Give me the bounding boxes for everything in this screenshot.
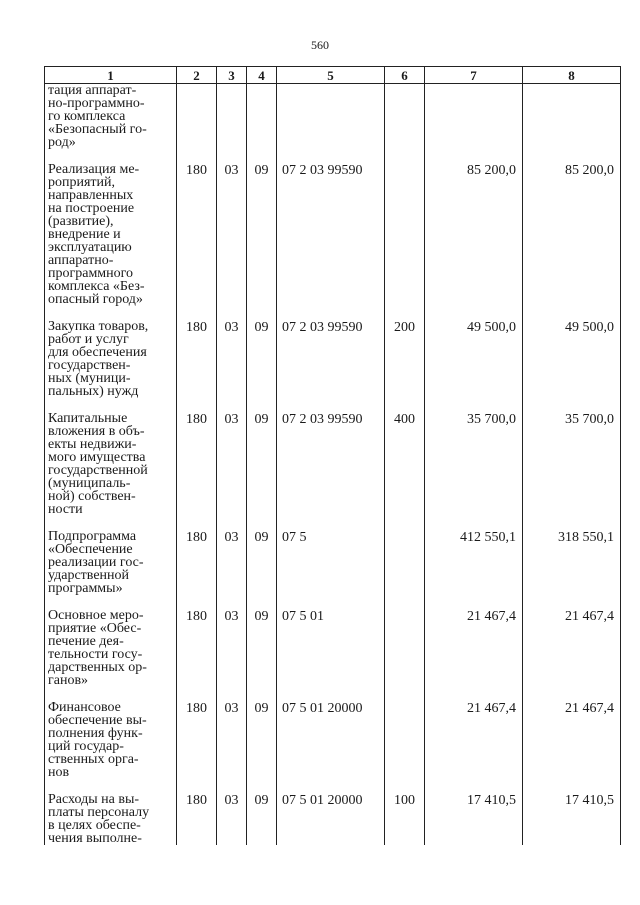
row-spacer [45, 516, 621, 530]
cell-subsection: 09 [247, 163, 277, 306]
row-name: Капитальные вложения в объ- екты недвижи- мого имущества государственной (муниципаль- ной) собствен- ности [45, 412, 177, 516]
cell-subsection: 09 [247, 530, 277, 595]
header-col-3: 3 [217, 67, 247, 84]
cell-target-article: 07 2 03 99590 [277, 163, 385, 306]
cell-target-article: 07 2 03 99590 [277, 412, 385, 516]
table-row [45, 701, 621, 779]
table-header-row [45, 67, 621, 84]
cell-amount-col8: 21 467,4 [523, 701, 621, 779]
header-col-8: 8 [523, 67, 621, 84]
header-col-7: 7 [425, 67, 523, 84]
cell-amount-col8: 85 200,0 [523, 163, 621, 306]
row-name: Подпрограмма «Обеспечение реализации гос- ударственной программы» [45, 530, 177, 595]
row-spacer [45, 595, 621, 609]
cell-subsection: 09 [247, 320, 277, 398]
row-name: Финансовое обеспечение вы- полнения функ- ций государ- ственных орга- нов [45, 701, 177, 779]
cell-amount-col7: 21 467,4 [425, 609, 523, 687]
cell-amount-col8: 21 467,4 [523, 609, 621, 687]
cell-amount-col8: 17 410,5 [523, 793, 621, 845]
cell-ministry-code: 180 [177, 530, 217, 595]
cell-amount-col7: 412 550,1 [425, 530, 523, 595]
cell-ministry-code: 180 [177, 412, 217, 516]
cell-amount-col8: 35 700,0 [523, 412, 621, 516]
cell-subsection: 09 [247, 609, 277, 687]
row-spacer [45, 398, 621, 412]
cell-section: 03 [217, 530, 247, 595]
cell-expense-type [385, 530, 425, 595]
cell-ministry-code: 180 [177, 163, 217, 306]
cell-subsection: 09 [247, 412, 277, 516]
cell-amount-col8: 49 500,0 [523, 320, 621, 398]
row-name: Закупка товаров, работ и услуг для обеспечения государствен- ных (муници- пальных) нужд [45, 320, 177, 398]
cell-section: 03 [217, 701, 247, 779]
table-row [45, 84, 621, 150]
cell-amount-col7: 21 467,4 [425, 701, 523, 779]
cell-amount-col7: 85 200,0 [425, 163, 523, 306]
cell-section: 03 [217, 163, 247, 306]
row-name: Реализация ме- роприятий, направленных на построение (развитие), внедрение и эксплуатацию аппаратно- программного комплекса «Без- опасный город» [45, 163, 177, 306]
cell-subsection: 09 [247, 793, 277, 845]
row-name: тация аппарат- но-программно- го комплекса «Безопасный го- род» [45, 84, 177, 150]
cell-section: 03 [217, 412, 247, 516]
cell-section: 03 [217, 320, 247, 398]
cell-subsection [247, 84, 277, 150]
cell-amount-col7 [425, 84, 523, 150]
cell-ministry-code: 180 [177, 793, 217, 845]
cell-amount-col7: 17 410,5 [425, 793, 523, 845]
cell-ministry-code: 180 [177, 320, 217, 398]
budget-table [44, 66, 621, 845]
row-name: Основное меро- приятие «Обес- печение дея- тельности госу- дарственных ор- ганов» [45, 609, 177, 687]
cell-target-article [277, 84, 385, 150]
cell-amount-col7: 35 700,0 [425, 412, 523, 516]
table-row [45, 320, 621, 398]
cell-amount-col7: 49 500,0 [425, 320, 523, 398]
cell-expense-type: 400 [385, 412, 425, 516]
header-col-4: 4 [247, 67, 277, 84]
cell-ministry-code [177, 84, 217, 150]
cell-target-article: 07 5 [277, 530, 385, 595]
cell-section: 03 [217, 609, 247, 687]
cell-expense-type [385, 84, 425, 150]
cell-expense-type [385, 609, 425, 687]
cell-target-article: 07 5 01 [277, 609, 385, 687]
row-spacer [45, 306, 621, 320]
budget-table-wrap [44, 66, 620, 846]
cell-expense-type [385, 701, 425, 779]
cell-section [217, 84, 247, 150]
cell-target-article: 07 5 01 20000 [277, 793, 385, 845]
header-col-2: 2 [177, 67, 217, 84]
row-name: Расходы на вы- платы персоналу в целях обеспе- чения выполне- [45, 793, 177, 845]
cell-target-article: 07 5 01 20000 [277, 701, 385, 779]
row-spacer [45, 687, 621, 701]
header-col-5: 5 [277, 67, 385, 84]
cell-expense-type: 200 [385, 320, 425, 398]
cell-ministry-code: 180 [177, 701, 217, 779]
table-row [45, 412, 621, 516]
cell-expense-type [385, 163, 425, 306]
header-col-1: 1 [45, 67, 177, 84]
cell-amount-col8 [523, 84, 621, 150]
row-spacer [45, 149, 621, 163]
cell-amount-col8: 318 550,1 [523, 530, 621, 595]
cell-target-article: 07 2 03 99590 [277, 320, 385, 398]
table-row [45, 163, 621, 306]
cell-ministry-code: 180 [177, 609, 217, 687]
table-row [45, 793, 621, 845]
cell-subsection: 09 [247, 701, 277, 779]
cell-expense-type: 100 [385, 793, 425, 845]
table-row [45, 530, 621, 595]
page-number: 560 [311, 38, 329, 52]
cell-section: 03 [217, 793, 247, 845]
row-spacer [45, 779, 621, 793]
table-row [45, 609, 621, 687]
header-col-6: 6 [385, 67, 425, 84]
